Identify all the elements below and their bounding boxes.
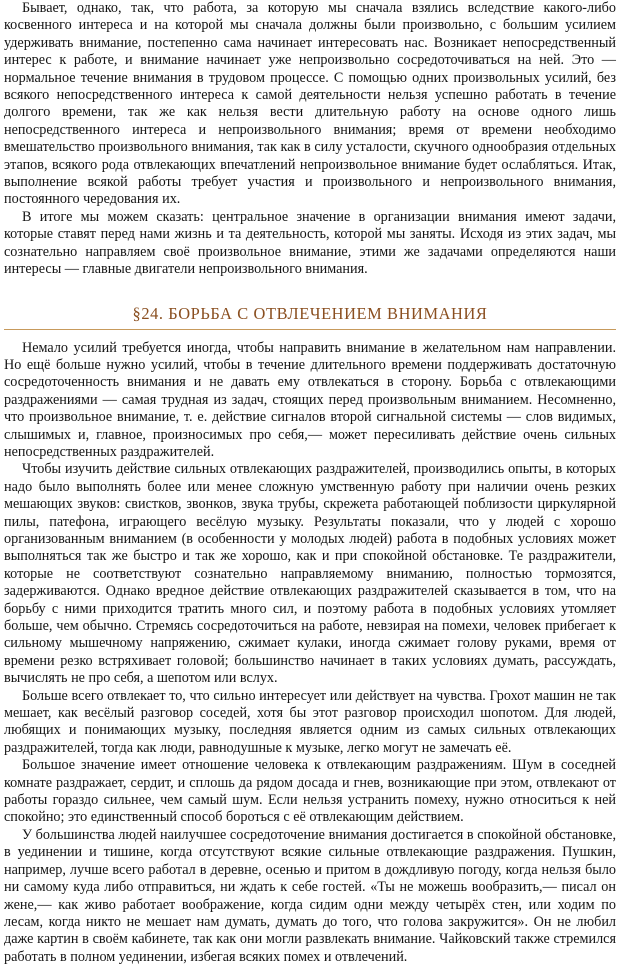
section-paragraph-3: Больше всего отвлекает то, что сильно интересует или действует на чувства. Грохот машин не так мешает, как весёлый разговор соседей, хотя бы этот разговор происходил шопотом. Для людей, любящих и понимающих музыку, последняя является одним из самых сильных отвлекающих раздражителей, тогда как люди, равнодушные к музыке, легко могут не замечать её. <box>4 688 616 758</box>
section-paragraph-5: У большинства людей наилучшее сосредоточение внимания достигается в спокойной обстановке, в уединении и тишине, когда отсутствуют всякие сильные отвлекающие раздражения. Пушкин, например, лучше всего работал в деревне, осенью и притом в дождливую погоду, когда нельзя было ни самому куда либо отправиться, ни ждать к себе гостей. «Ты не можешь вообразить,— писал он жене,— как живо работает воображение, когда сидим одни между четырёх стен, или ходим по лесам, когда никто не мешает нам думать, думать до того, что голова закружится». Он не любил даже картин в своём кабинете, так как они могли развлекать внимание. Чайковский также стремился работать в полном уединении, избегая всяких помех и отвлечений. <box>4 827 616 966</box>
section-paragraph-2: Чтобы изучить действие сильных отвлекающих раздражителей, производились опыты, в которых надо было выполнять более или менее сложную умственную работу при наличии очень резких мешающих звуков: свистков, звонков, звука трубы, скрежета работающей поблизости циркулярной пилы, патефона, играющего весёлую музыку. Результаты показали, что у людей с хорошо организованным вниманием (в особенности у молодых людей) работа в подобных условиях может выполняться так же быстро и так же хорошо, как и при спокойной обстановке. Те раздражители, которые не соответствуют сознательно направляемому вниманию, полностью тормозятся, задерживаются. Однако вредное действие отвлекающих раздражителей сказывается в том, что на борьбу с ними приходится тратить много сил, и поэтому работа в подобных условиях утомляет больше, чем обычно. Стремясь сосредоточиться на работе, невзирая на помехи, человек прибегает к сильному мышечному напряжению, сжимает кулаки, иногда сжимает голову руками, время от времени резко встряхивает головой; большинство начинает в таких условиях думать, рассуждать, вычислять не про себя, а шепотом или вслух. <box>4 461 616 687</box>
intro-block <box>4 0 616 279</box>
section-body <box>4 340 616 966</box>
intro-paragraph-1: Бывает, однако, так, что работа, за которую мы сначала взялись вследствие какого-либо косвенного интереса и на которой мы сначала должны были произвольно, с большим усилием удерживать внимание, постепенно сама начинает интересовать нас. Возникает непосредственный интерес к работе, и внимание начинает уже непроизвольно сосредоточиваться на ней. Это — нормальное течение внимания в трудовом процессе. С помощью одних произвольных усилий, без всякого непосредственного интереса к самой деятельности нельзя успешно работать в течение долгого времени, так же как нельзя вести длительную работу на основе одного лишь непосредственного интереса и непроизвольного внимания; время от времени необходимо вмешательство произвольного внимания, так как в силу усталости, скучного однообразия отдельных этапов, всякого рода отвлекающих впечатлений непроизвольное внимание будет ослабляться. Итак, выполнение всякой работы требует участия и произвольного и непроизвольного внимания, постоянного чередования их. <box>4 0 616 209</box>
intro-paragraph-2: В итоге мы можем сказать: центральное значение в организации внимания имеют задачи, которые ставят перед нами жизнь и та деятельность, которой мы заняты. Исходя из этих задач, мы сознательно направляем своё произвольное внимание, этими же задачами определяются наши интересы — главные двигатели непроизвольного внимания. <box>4 209 616 279</box>
section-paragraph-1: Немало усилий требуется иногда, чтобы направить внимание в желательном нам направлении. Но ещё больше нужно усилий, чтобы в течение длительного времени поддерживать достаточную сосредоточенность внимания и не давать ему отвлекаться в сторону. Борьба с отвлекающими раздражениями — самая трудная из задач, стоящих перед произвольным вниманием. Несомненно, что произвольное внимание, т. е. действие сигналов второй сигнальной системы — слов видимых, слышимых и, главное, произносимых про себя,— может пересиливать действие очень сильных непосредственных раздражителей. <box>4 340 616 462</box>
section-paragraph-4: Большое значение имеет отношение человека к отвлекающим раздражениям. Шум в соседней комнате раздражает, сердит, и сплошь да рядом досада и гнев, возникающие при этом, отвлекают от работы гораздо сильнее, чем самый шум. Если нельзя устранить помеху, нужно относиться к ней спокойно; это единственный способ бороться с её отвлекающим действием. <box>4 757 616 827</box>
section-heading: §24. БОРЬБА С ОТВЛЕЧЕНИЕМ ВНИМАНИЯ <box>4 304 616 324</box>
section-heading-rule <box>4 304 616 330</box>
